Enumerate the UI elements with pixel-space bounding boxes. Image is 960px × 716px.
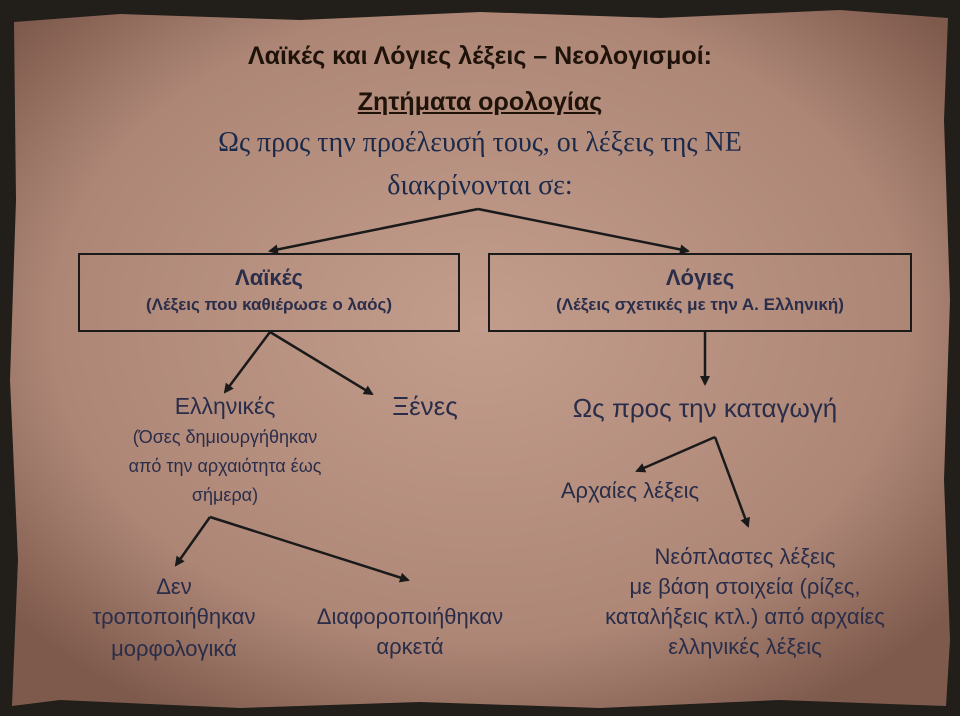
- diaforo-line-2: αρκετά: [376, 634, 444, 659]
- title-line-2: Ζητήματα ορολογίας: [357, 88, 603, 116]
- intro-line-1: Ως προς την προέλευσή τους, οι λέξεις της ΝΕ: [218, 127, 742, 158]
- katagogi-label: Ως προς την καταγωγή: [572, 393, 838, 423]
- box-logies: [488, 253, 912, 332]
- intro-line-2: διακρίνονται σε:: [387, 170, 573, 201]
- ellinikes-heading: Ελληνικές: [174, 393, 276, 419]
- xenes-label: Ξένες: [392, 391, 458, 421]
- den-tropo-line-2: τροποποιήθηκαν: [92, 604, 256, 629]
- neoplastes-line-4: ελληνικές λέξεις: [668, 634, 822, 659]
- logies-subtitle: (Λέξεις σχετικές με την Α. Ελληνική): [556, 295, 844, 314]
- ellinikes-sub-3: σήμερα): [191, 485, 259, 505]
- den-tropo-line-1: Δεν: [156, 574, 192, 599]
- ellinikes-sub-2: από την αρχαιότητα έως: [128, 456, 322, 476]
- ellinikes-sub-1: (Όσες δημιουργήθηκαν: [132, 427, 318, 447]
- laikes-subtitle: (Λέξεις που καθιέρωσε ο λαός): [145, 295, 393, 314]
- neoplastes-line-3: καταλήξεις κτλ.) από αρχαίες: [605, 604, 885, 629]
- den-tropo-line-3: μορφολογικά: [111, 636, 237, 661]
- neoplastes-line-1: Νεόπλαστες λέξεις: [654, 544, 836, 569]
- diaforo-line-1: Διαφοροποιήθηκαν: [316, 604, 504, 629]
- title-line-1: Λαϊκές και Λόγιες λέξεις – Νεολογισμοί:: [248, 42, 712, 70]
- box-laikes: [78, 253, 460, 332]
- archaies-label: Αρχαίες λέξεις: [560, 478, 700, 503]
- laikes-heading: Λαϊκές: [235, 265, 303, 290]
- neoplastes-line-2: με βάση στοιχεία (ρίζες,: [629, 574, 861, 599]
- logies-heading: Λόγιες: [665, 265, 735, 290]
